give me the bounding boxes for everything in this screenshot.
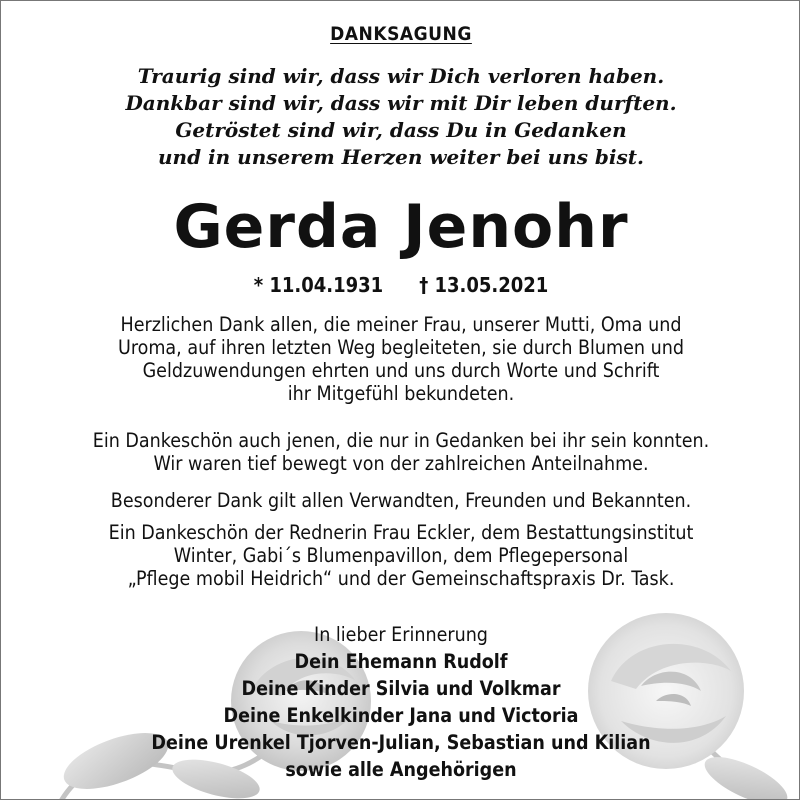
closing-intro: In lieber Erinnerung (314, 623, 488, 646)
text-line: Ein Dankeschön der Rednerin Frau Eckler, dem Bestattungsinstitut (108, 521, 694, 544)
text-line: Geldzuwendungen ehrten und uns durch Worte und Schrift (142, 359, 660, 382)
text-line: „Pflege mobil Heidrich“ und der Gemeinschaftspraxis Dr. Task. (127, 567, 675, 590)
poem-line: Getröstet sind wir, dass Du in Gedanken (175, 118, 627, 142)
life-dates (1, 273, 800, 297)
signature-line: Deine Urenkel Tjorven-Julian, Sebastian und Kilian (151, 731, 651, 754)
text-line: Wir waren tief bewegt von der zahlreichen Anteilnahme. (153, 452, 649, 475)
text-line: Besonderer Dank gilt allen Verwandten, Freunden und Bekannten. (110, 489, 692, 512)
poem-line: Dankbar sind wir, dass wir mit Dir leben durften. (125, 91, 677, 115)
signature-line: Deine Kinder Silvia und Volkmar (241, 677, 561, 700)
poem (1, 63, 800, 171)
text-line: ihr Mitgefühl bekundeten. (287, 382, 515, 405)
signature-line: Deine Enkelkinder Jana und Victoria (223, 704, 579, 727)
birth-date: * 11.04.1931 (253, 273, 384, 297)
thanks-paragraph-4 (1, 521, 800, 590)
poem-line: Traurig sind wir, dass wir Dich verloren haben. (137, 64, 665, 88)
text-line: Winter, Gabi´s Blumenpavillon, dem Pflegepersonal (173, 544, 629, 567)
text-line: Uroma, auf ihren letzten Weg begleiteten, sie durch Blumen und (117, 336, 685, 359)
death-date: † 13.05.2021 (419, 273, 549, 297)
notice-heading: DANKSAGUNG (330, 23, 472, 45)
thanks-paragraph-2 (1, 429, 800, 475)
thanks-paragraph-3 (1, 489, 800, 512)
thanks-paragraph-1 (1, 313, 800, 405)
signature-line: Dein Ehemann Rudolf (294, 650, 508, 673)
text-line: Ein Dankeschön auch jenen, die nur in Gedanken bei ihr sein konnten. (92, 429, 710, 452)
text-line: Herzlichen Dank allen, die meiner Frau, unserer Mutti, Oma und (120, 313, 682, 336)
closing-signatures (1, 621, 800, 783)
deceased-name: Gerda Jenohr (173, 192, 629, 262)
poem-line: und in unserem Herzen weiter bei uns bist. (158, 145, 644, 169)
signature-line: sowie alle Angehörigen (285, 758, 517, 781)
